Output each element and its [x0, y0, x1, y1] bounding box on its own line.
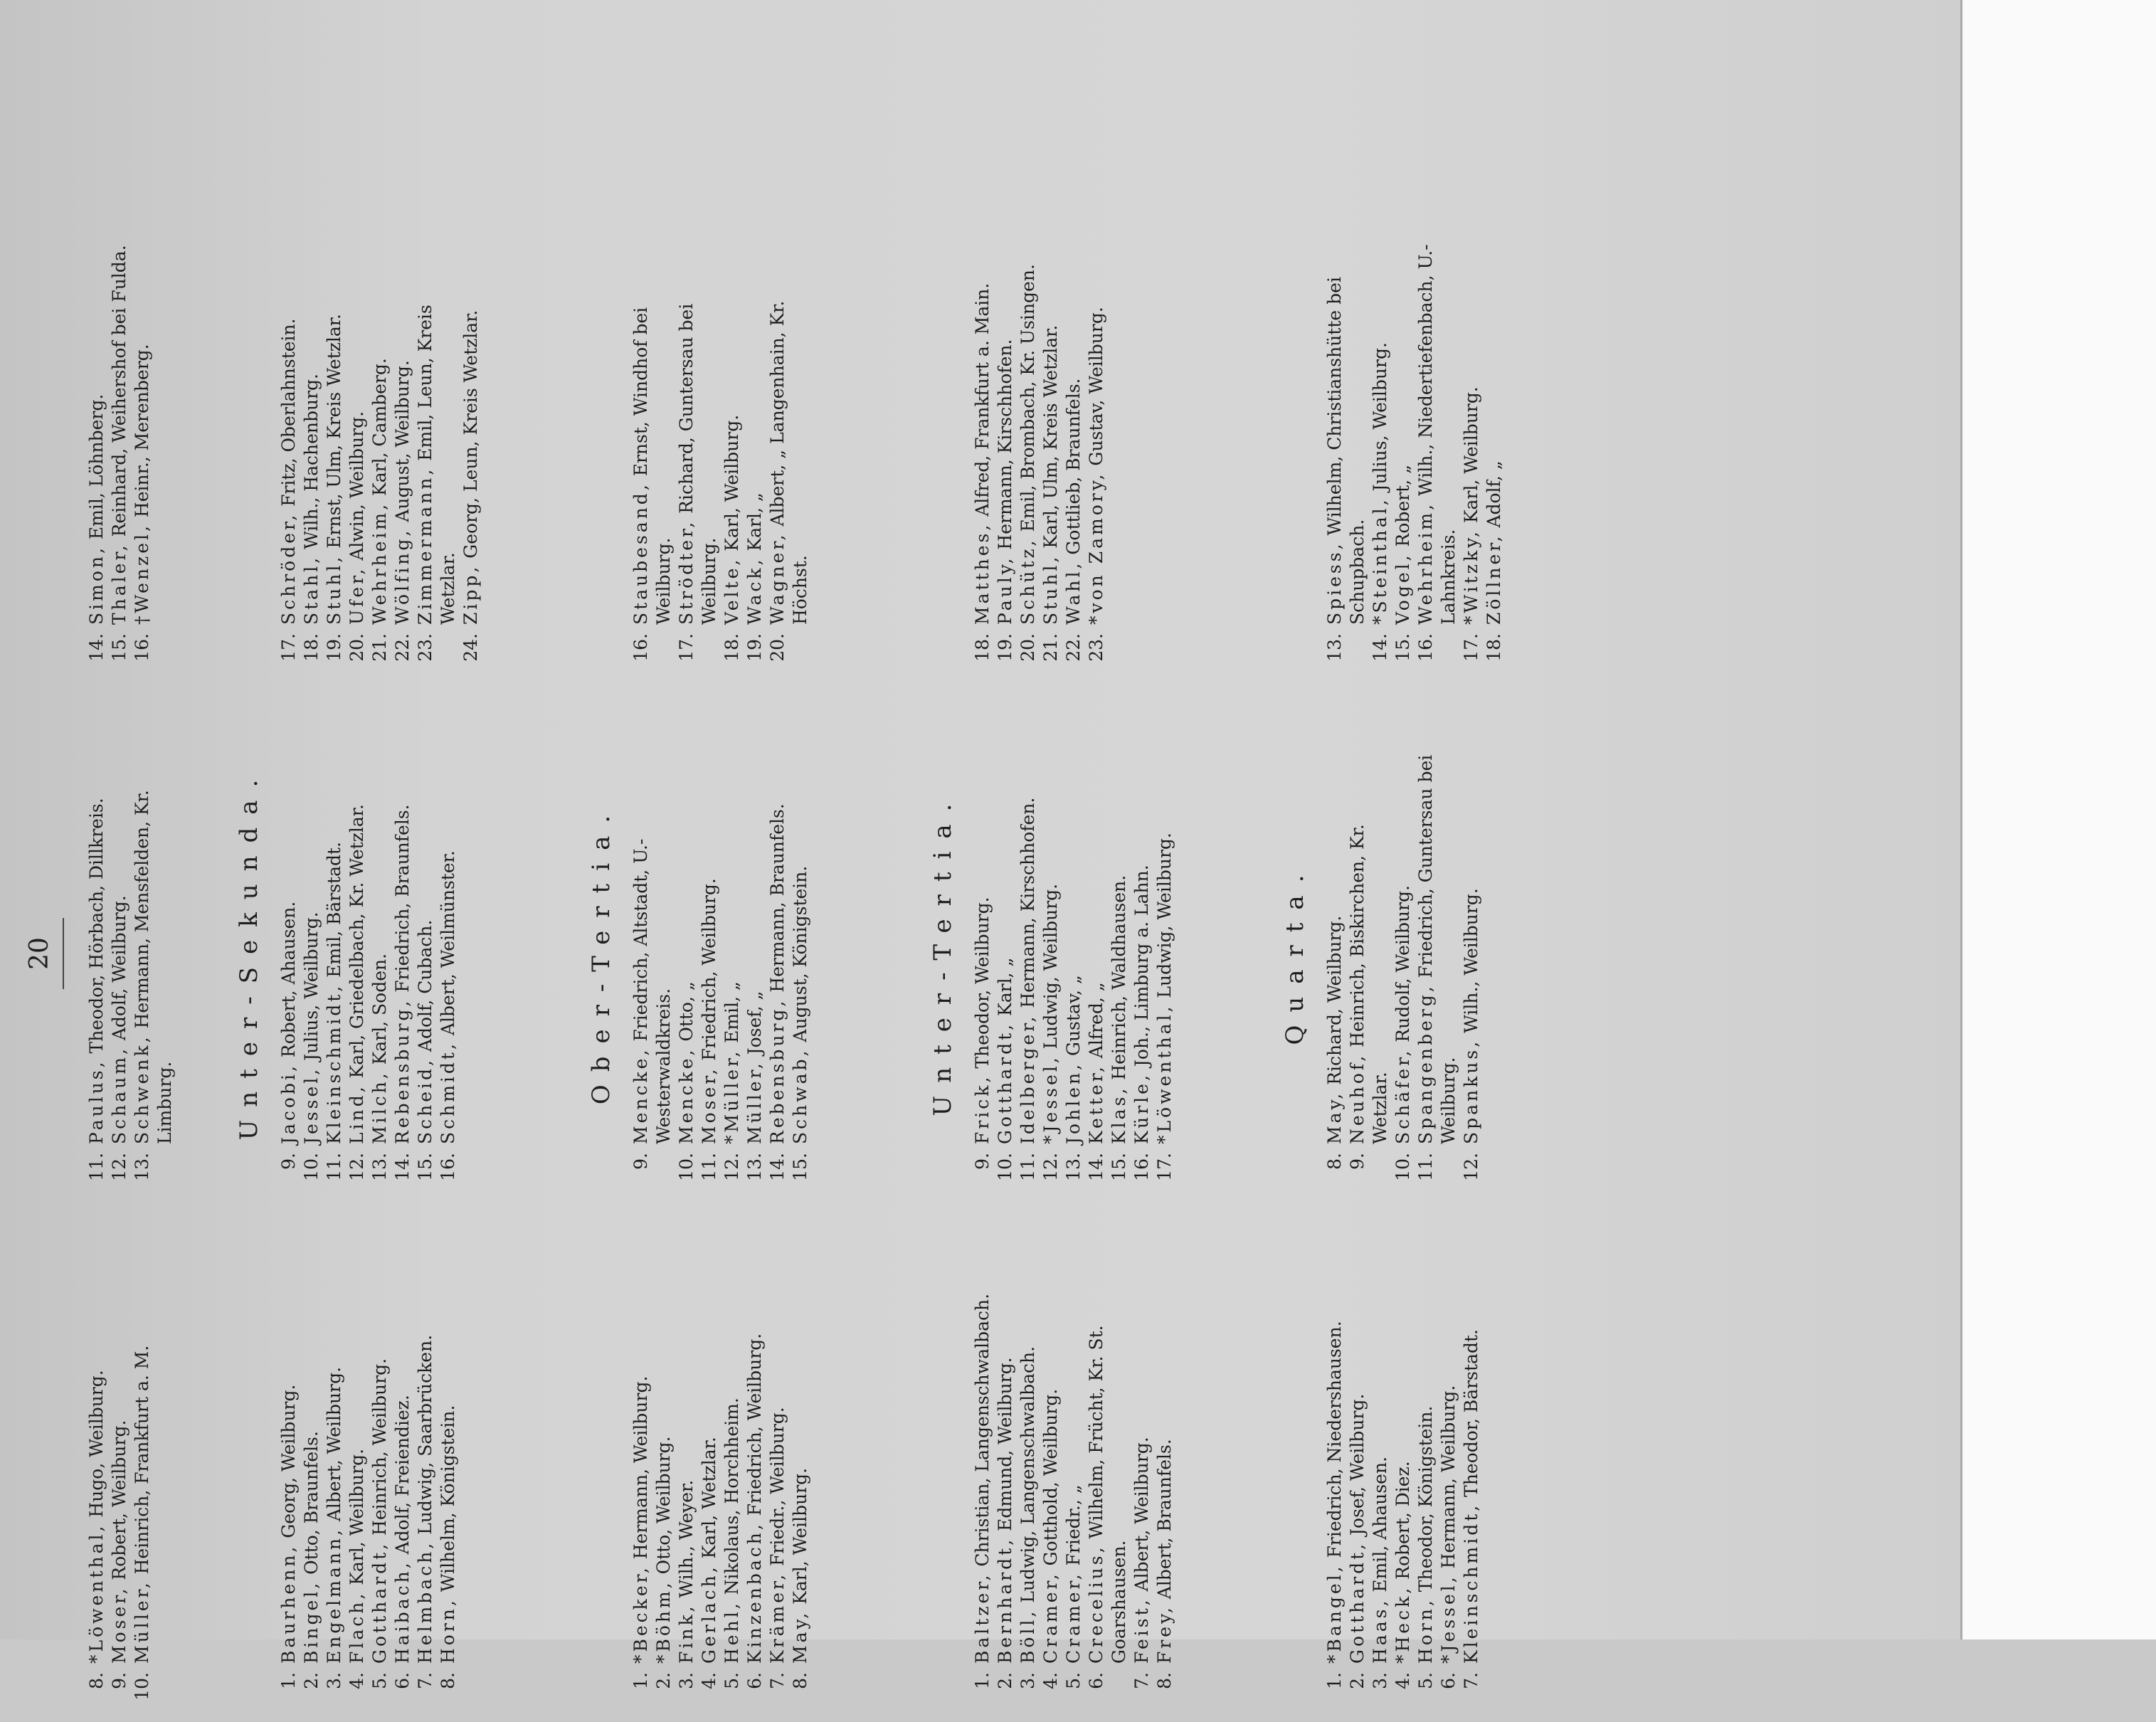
list-item: 14. Ketter, Alfred, „ [1086, 982, 1106, 1181]
list-item: 4. *Heck, Robert, Diez. [1393, 1461, 1413, 1689]
list-item: 20. Schütz, Emil, Brombach, Kr. Usingen. [1018, 264, 1038, 662]
list-item: 3. Engelmann, Albert, Weilburg. [324, 1366, 344, 1689]
list-item: 12. Lind, Karl, Griedelbach, Kr. Wetzlar. [347, 804, 367, 1181]
list-item: 7. Helmbach, Ludwig, Saarbrücken. [415, 1334, 435, 1689]
list-item: 14. Rebensburg, Friedrich, Braunfels. [392, 804, 413, 1181]
list-item: 3. Haas, Emil, Ahausen. [1370, 1456, 1390, 1689]
list-item: 14. Simon, Emil, Löhnberg. [86, 393, 107, 662]
list-item: 18. Matthes, Alfred, Frankfurt a. Main. [972, 282, 993, 662]
list-item: 20. Wagner, Albert, „ Langenhain, Kr. Höchst. [767, 300, 810, 662]
ober-tertia-column-2 [630, 747, 812, 1203]
list-item: 10. Jessel, Julius, Weilburg. [301, 912, 322, 1181]
list-item: 3. Böll, Ludwig, Langenschwalbach. [1018, 1346, 1038, 1689]
list-item: 13. Milch, Karl, Soden. [369, 953, 390, 1181]
list-item: 13. Schwenk, Hermann, Mensfelden, Kr. Limburg. [132, 790, 175, 1181]
list-item: 20. Ufer, Alwin, Weilburg. [347, 411, 367, 662]
page-number-rule [63, 918, 64, 989]
list-item: 8. *Löwenthal, Hugo, Weilburg. [86, 1370, 107, 1689]
list-item: 6. Crecelius, Wilhelm, Frücht, Kr. St. Goarshausen. [1086, 1325, 1129, 1689]
list-item: 13. Müller, Josef, „ [744, 991, 765, 1181]
list-item: 1. Baltzer, Christian, Langenschwalbach. [972, 1293, 993, 1689]
list-item: 17. Strödter, Richard, Guntersau bei Weilburg. [676, 303, 719, 662]
list-item: 22. Wölfing, August, Weilburg. [392, 360, 413, 662]
list-item: 17. *Witzky, Karl, Weilburg. [1461, 386, 1481, 662]
list-item: 13. Johlen, Gustav, „ [1063, 975, 1084, 1181]
unter-sekunda-column-3 [278, 228, 482, 683]
list-item: 2. Bingel, Otto, Braunfels. [301, 1431, 322, 1689]
list-item: 19. Wack, Karl, „ [744, 492, 765, 662]
list-item: 16. Kürle, Joh., Limburg a. Lahn. [1131, 865, 1152, 1181]
list-item: 14. *Steinthal, Julius, Weilburg. [1370, 342, 1390, 662]
list-item: 15. Scheid, Adolf, Cubach. [415, 919, 435, 1181]
unter-tertia-column-2 [971, 747, 1176, 1203]
list-item: 2. Bernhardt, Edmund, Weilburg. [995, 1357, 1015, 1689]
list-item: 21. Wehrheim, Karl, Camberg. [369, 358, 390, 662]
list-item: 16. †Wenzel, Heinr., Merenberg. [132, 344, 152, 662]
list-item: 12. *Müller, Emil, „ [722, 981, 742, 1181]
list-item: 8. Horn, Wilhelm, Königstein. [438, 1405, 458, 1689]
list-item: 17. *Löwenthal, Ludwig, Weilburg. [1154, 833, 1175, 1181]
list-item: 2. *Böhm, Otto, Weilburg. [653, 1436, 674, 1689]
list-item: 17. Schröder, Fritz, Oberlahnstein. [278, 318, 299, 662]
section-heading-quarta: Quarta. [1281, 862, 1309, 1045]
list-item: 15. Schwab, August, Königstein. [790, 865, 810, 1181]
quarta-column-3 [1323, 228, 1506, 683]
list-item: 10. Mencke, Otto, „ [676, 981, 697, 1181]
list-item: 7. Kleinschmidt, Theodor, Bärstadt. [1461, 1329, 1481, 1689]
list-item: 18. Velte, Karl, Weilburg. [722, 414, 742, 662]
prima-column-1 [85, 1267, 154, 1722]
prima-column-3 [85, 228, 154, 683]
list-item: 19. Stuhl, Ernst, Ulm, Kreis Wetzlar. [324, 314, 344, 662]
list-item: 13. Spiess, Wilhelm, Christianshütte bei Schupbach. [1324, 277, 1368, 662]
list-item: 5. Hehl, Nikolaus, Horchheim. [722, 1398, 742, 1689]
list-item: 6. Kinzenbach, Friedrich, Weilburg. [744, 1333, 765, 1689]
list-item: 5. Horn, Theodor, Königstein. [1415, 1405, 1436, 1689]
list-item: 12. *Jessel, Ludwig, Weilburg. [1040, 883, 1061, 1181]
list-item: 6. *Jessel, Hermann, Weilburg. [1438, 1385, 1459, 1689]
list-item: 18. Zöllner, Adolf, „ [1484, 460, 1504, 662]
list-item: 8. May, Richard, Weilburg. [1324, 915, 1345, 1170]
list-item: 6. Haibach, Adolf, Freiendiez. [392, 1395, 413, 1689]
list-item: 9. Frick, Theodor, Weilburg. [972, 897, 993, 1170]
list-item: 9. Neuhof, Heinrich, Biskirchen, Kr. Wetzlar. [1347, 824, 1390, 1170]
section-heading-unter-sekunda: Unter-Sekunda. [235, 766, 263, 1141]
list-item: 16. Schmidt, Albert, Weilmünster. [438, 850, 458, 1181]
list-item: 19. Pauly, Hermann, Kirschhofen. [995, 339, 1015, 662]
list-item: 9. Jacobi, Robert, Ahausen. [278, 901, 299, 1170]
list-item: 4. Cramer, Gotthold, Weilburg. [1040, 1388, 1061, 1689]
ober-tertia-column-1 [630, 1267, 812, 1722]
list-item: 10. Gotthardt, Karl, „ [995, 957, 1015, 1181]
list-item: 12. Schaum, Adolf, Weilburg. [109, 895, 130, 1181]
list-item: 11. Kleinschmidt, Emil, Bärstadt. [324, 841, 344, 1181]
list-item: 14. Rebensburg, Hermann, Braunfels. [767, 803, 788, 1181]
list-item: 1. *Becker, Hermann, Weilburg. [630, 1375, 651, 1689]
list-item: 18. Stahl, Wilh., Hachenburg. [301, 374, 322, 662]
list-item: 9. Moser, Robert, Weilburg. [109, 1420, 130, 1689]
list-item: 15. Klas, Heinrich, Waldhausen. [1109, 875, 1129, 1181]
list-item: 23. Zimmermann, Emil, Leun, Kreis Wetzlar. [415, 305, 458, 662]
prima-column-2 [85, 747, 176, 1203]
list-item: 8. Frey, Albert, Braunfels. [1154, 1439, 1175, 1689]
list-item: 5. Cramer, Friedr., „ [1063, 1484, 1084, 1689]
list-item: 15. Thaler, Reinhard, Weihershof bei Fulda. [109, 245, 130, 662]
list-item: 4. Flach, Karl, Weilburg. [347, 1448, 367, 1689]
list-item: 12. Spankus, Wilh., Weilburg. [1461, 888, 1481, 1181]
list-item: 2. Gotthardt, Josef, Weilburg. [1347, 1393, 1368, 1689]
list-item: 11. Paulus, Theodor, Hörbach, Dillkreis. [86, 798, 107, 1181]
list-item: 11. Spangenberg, Friedrich, Guntersau bei Weilburg. [1415, 754, 1459, 1181]
quarta-column-1 [1323, 1267, 1483, 1722]
list-item: 15. Vogel, Robert, „ [1393, 464, 1413, 662]
list-item: 16. Staubesand, Ernst, Windhof bei Weilburg. [630, 307, 674, 662]
list-item: 1. *Bangel, Friedrich, Niedershausen. [1324, 1321, 1345, 1689]
list-item: 22. Wahl, Gottlieb, Braunfels. [1063, 378, 1084, 662]
list-item: 16. Wehrheim, Wilh., Niedertiefenbach, U.-Lahnkreis. [1415, 244, 1459, 662]
list-item: 23. *von Zamory, Gustav, Weilburg. [1086, 307, 1106, 662]
section-heading-ober-tertia: Ober-Tertia. [587, 802, 615, 1105]
unter-sekunda-column-1 [278, 1267, 460, 1722]
quarta-column-2 [1323, 747, 1483, 1203]
rotated-page-content [7, 185, 1672, 1722]
list-item: 24. Zipp, Georg, Leun, Kreis Wetzlar. [460, 310, 481, 662]
list-item: 4. Gerlach, Karl, Wetzlar. [699, 1437, 719, 1689]
page-number: 20 [25, 937, 54, 970]
list-item: 7. Feist, Albert, Weilburg. [1131, 1437, 1152, 1689]
unter-tertia-column-3 [971, 228, 1108, 683]
list-item: 10. Müller, Heinrich, Frankfurt a. M. [132, 1345, 152, 1701]
list-item: 9. Mencke, Friedrich, Altstadt, U.-Westerwaldkreis. [630, 838, 674, 1170]
unter-sekunda-column-2 [278, 747, 460, 1203]
list-item: 3. Fink, Wilh., Weyer. [676, 1479, 697, 1689]
section-heading-unter-tertia: Unter-Tertia. [929, 791, 957, 1116]
list-item: 1. Baurhenn, Georg, Weilburg. [278, 1384, 299, 1689]
list-item: 11. Idelberger, Hermann, Kirschhofen. [1018, 797, 1038, 1181]
list-item: 10. Schäfer, Rudolf, Weilburg. [1393, 885, 1413, 1181]
list-item: 21. Stuhl, Karl, Ulm, Kreis Wetzlar. [1040, 324, 1061, 662]
unter-tertia-column-1 [971, 1267, 1176, 1722]
list-item: 11. Moser, Friedrich, Weilburg. [699, 878, 719, 1181]
list-item: 8. May, Karl, Weilburg. [790, 1467, 810, 1689]
list-item: 7. Krämer, Friedr., Weilburg. [767, 1407, 788, 1689]
ober-tertia-column-3 [630, 228, 812, 683]
facing-blank-leaf [1960, 0, 2156, 1639]
list-item: 5. Gotthardt, Heinrich, Weilburg. [369, 1358, 390, 1689]
